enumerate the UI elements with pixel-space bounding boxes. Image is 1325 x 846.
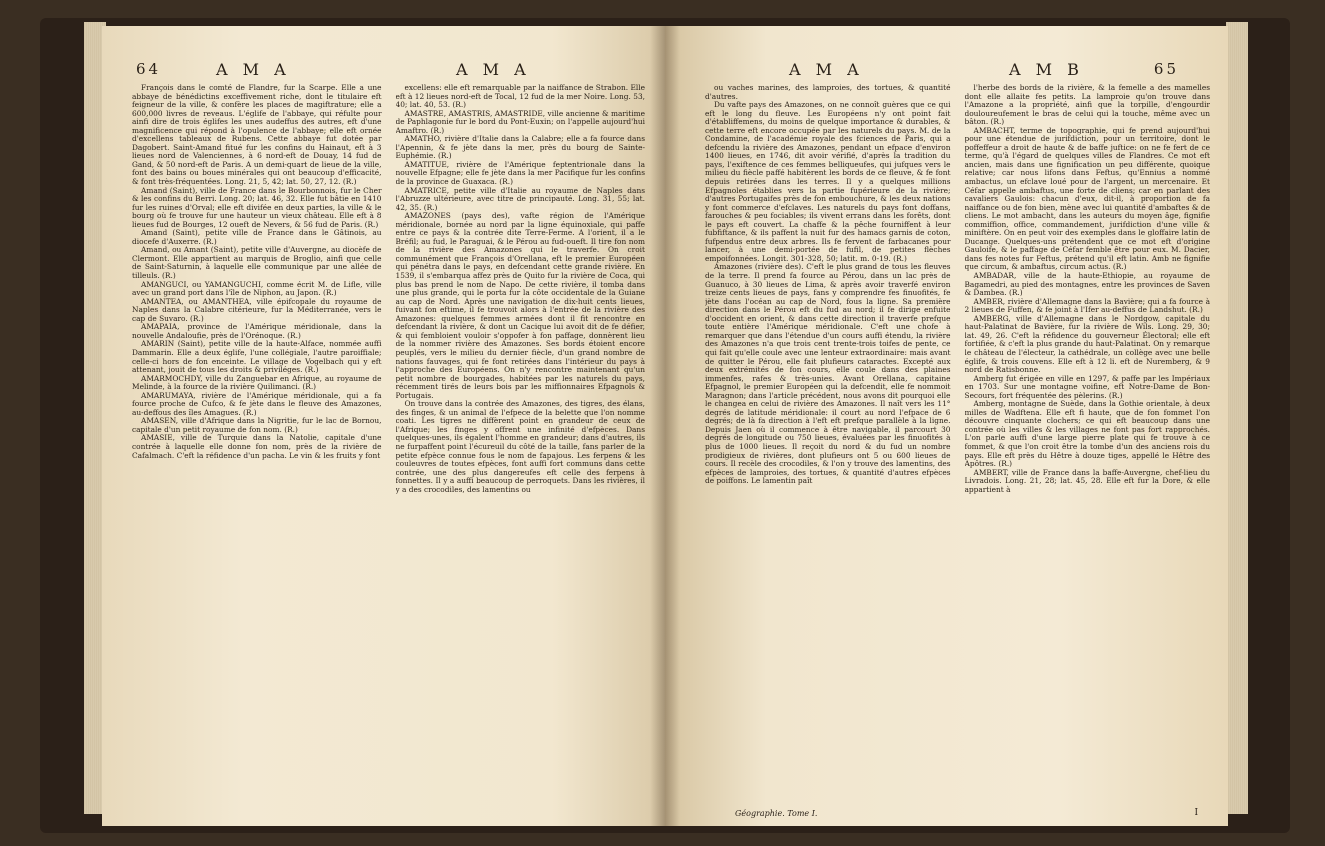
left-running-head-1: A M A (216, 60, 291, 79)
left-running-head-2: A M A (456, 60, 531, 79)
entry-paragraph: Amand, ou Amant (Saint), petite ville d'Auvergne, au diocèfe de Clermont. Elle appartient au marquis de Broglio, ainfi que celle de Saint-Saturnin, à laquelle elle communique par une allée de tilleuls. (R.) (132, 245, 382, 281)
entry-paragraph: AMATITUE, rivière de l'Amérique feptentrionale dans la nouvelle Efpagne; elle fe jète dans la mer Pacifique fur les confins de la province de Guaxaca. (R.) (395, 159, 645, 187)
entry-paragraph: l'herbe des bords de la rivière, & la femelle a des mamelles dont elle allaite fes petits. La lamproie qu'on trouve dans l'Amazone a la propriété, ainfi que la torpille, d'engourdir douloureufement le bras de celui qui la touche, même avec un bâton. (R.) (964, 84, 1210, 127)
book (40, 18, 1290, 833)
entry-paragraph: AMANTEA, ou AMANTHEA, ville épifcopale du royaume de Naples dans la Calabre citérieure, fur la Méditerranée, vers le cap de Suvaro. (R.) (132, 296, 382, 323)
entry-paragraph: Amand (Saint), ville de France dans le Bourbonnois, fur le Cher & les confins du Berri. Long. 20; lat. 46, 32. Elle fut bâtie en 1410 fur les ruines d'Orval; elle eft divifée en deux parties, la ville & le bourg où fe trouve fur une hauteur un vieux château. Elle eft à 8 lieues fud de Bourges, 12 oueft de Nevers, & 56 fud de Paris. (R.) (132, 185, 382, 229)
entry-paragraph: On trouve dans la contrée des Amazones, des tigres, des élans, des finges, & un animal de l'efpece de la belette que l'on nomme coati. Les tigres ne diffèrent point en grandeur de ceux de l'Afrique; les finges y offrent une infinité d'efpèces. Dans quelques-unes, ils égalent l'homme en grandeur; dans d'autres, ils ne furpaffent point l'écureuil du côté de la taille, fans parler de la petite efpèce connue fous le nom de fapajous. Les ferpens & les couleuvres de toutes efpèces, font auffi fort communs dans cette contrée, une des plus dangereufes eft celle des ferpens à fonnettes. Il y a auffi beaucoup de perroquets. Dans les rivières, il y a des crocodiles, des lamentins ou (395, 399, 645, 494)
left-page-columns (132, 84, 645, 806)
entry-paragraph: AMBADAR, ville de la haute-Ethiopie, au royaume de Bagamedri, au pied des montagnes, entre les provinces de Saven & Dambea. (R.) (964, 271, 1210, 298)
entry-paragraph: ou vaches marines, des lamproies, des tortues, & quantité d'autres. (705, 84, 951, 101)
right-column-2 (965, 84, 1211, 806)
right-page-header (709, 60, 1179, 82)
entry-paragraph: AMBERG, ville d'Allemagne dans le Nordgow, capitale du haut-Palatinat de Bavière, fur la rivière de Wils. Long. 29, 30; lat. 49, 26. C'eft la réfidence du gouverneur Électoral; elle eft fortifiée, & c'eft la plus grande du haut-Palatinat. On y remarque le château de l'électeur, la cathédrale, un collège avec une belle églife, & trois couvens. Elle eft à 12 li. eft de Nuremberg, & 9 nord de Ratisbonne. (964, 313, 1210, 375)
page-edge-right (1226, 22, 1248, 814)
left-column-2 (396, 84, 646, 806)
entry-paragraph: AMASEN, ville d'Afrique dans la Nigritie, fur le lac de Bornou, capitale d'un petit royaume de fon nom. (R.) (132, 416, 382, 434)
left-column-1 (132, 84, 382, 806)
entry-paragraph: Amazones (rivière des). C'eft le plus grand de tous les fleuves de la terre. Il prend fa fource au Pérou, dans un lac près de Guanuco, à 30 lieues de Lima, & après avoir traverfé environ treize cents lieues de pays, fans y comprendre fes finuofités, fe jète dans l'océan au cap de Nord, fous la ligne. Sa première direction dans le Pérou eft du fud au nord; il fe dirige enfuite d'occident en orient, & dans cette direction il traverfe prefque toute entière l'Amérique méridionale. C'eft une chofe à remarquer que dans l'étendue d'un cours auffi étendu, la rivière des Amazones n'a que trois cent trente-trois toifes de pente, ce qui fait qu'elle coule avec une lenteur extraordinaire: mais avant de quitter le Pérou, elle fait plufieurs cataractes. Excepté aux deux extrémités de fon cours, elle coule dans des plaines immenfes, rafes & très-unies. Avant Orellana, capitaine Efpagnol, le premier Européen qui la defcendit, elle fe nommoit Maragnon; dans l'article précédent, nous avons dit pourquoi elle le changea en celui de rivière des Amazones. Il naît vers les 11° degrés de latitude méridionale: il court au nord l'efpace de 6 degrés; de là fa direction à l'eft eft prefque parallèle à la ligne. Depuis Jaen où il commence à être navigable, il parcourt 30 degrés de longitude ou 750 lieues, évaluées par les finuofités à plus de 1000 lieues. Il reçoit du nord & du fud un nombre prodigieux de rivières, dont plufieurs ont 5 ou 600 lieues de cours. Il recèle des crocodiles, & l'on y trouve des lamentins, des efpèces de lamproies, des tortues, & quantité d'autres efpèces de poiffons. Le lamentin paît (705, 262, 951, 486)
entry-paragraph: AMATRICE, petite ville d'Italie au royaume de Naples dans l'Abruzze ultérieure, avec titre de principauté. Long. 31, 55; lat. 42, 35. (R.) (395, 185, 645, 212)
gutter-shadow (650, 26, 680, 826)
left-page-header (136, 60, 606, 82)
page-footer: Géographie. Tome I. (735, 809, 818, 818)
entry-paragraph: Du vafte pays des Amazones, on ne connoît guères que ce qui eft le long du fleuve. Les Européens n'y ont point fait d'établiffemens, du moins de quelque importance & durables, & cette terre eft encore occupée par les naturels du pays. M. de la Condamine, de l'académie royale des fciences de Paris, qui a defcendu la rivière des Amazones, pendant un efpace d'environ 1400 lieues, en 1746, dit avoir vérifié, d'après la tradition du pays, l'exiftence de ces femmes belliqueufes, qui jufques vers le milieu du fiècle paffé habitèrent les bords de ce fleuve, & fe font depuis retirées dans les terres. Il y a quelques millions Efpagnoles établies vers la partie fupérieure de la rivière; d'autres Portugaifes près de fon embouchure, & les deux nations y font commerce d'efclaves. Les naturels du pays font doffans, farouches & peu fociables; ils vivent errans dans les forêts, dont le pays eft couvert. La chaffe & la pêche fourniffent à leur fubfiftance, & ils paffent la nuit fur des hamacs garnis de coton, fufpendus entre deux arbres. Ils fe fervent de farbacanes pour lancer, à une demi-portée de fufil, de petites flèches empoifonnées. Longit. 301-328, 50; latit. m. 0-19. (R.) (705, 100, 951, 263)
entry-paragraph: AMATHO, rivière d'Italie dans la Calabre; elle a fa fource dans l'Apennin, & fe jète dans la mer, près du bourg de Sainte-Euphémie. (R.) (395, 134, 645, 161)
entry-paragraph: AMASTRE, AMASTRIS, AMASTRIDE, ville ancienne & maritime de Paphlagonie fur le bord du Pont-Euxin; on l'appelle aujourd'hui Amaftro. (R.) (395, 108, 645, 135)
book-spread (102, 26, 1228, 826)
left-page (102, 26, 665, 826)
entry-paragraph: AMARUMAYA, rivière de l'Amérique méridionale, qui a fa fource proche de Cufco, & fe jète dans le fleuve des Amazones, au-deffous des îles Amagues. (R.) (132, 390, 382, 417)
right-page-columns (705, 84, 1210, 806)
right-running-head-2: A M B (1009, 60, 1084, 79)
entry-paragraph: Amand (Saint), petite ville de France dans le Gâtinois, au diocefe d'Auxerre. (R.) (132, 228, 382, 246)
entry-paragraph: AMAZONES (pays des), vafte région de l'Amérique méridionale, bornée au nord par la ligne équinoxiale, qui paffe entre ce pays & la contrée dite Terre-Ferme. A l'orient, il a le Bréfil; au fud, le Paraguai, & le Pérou au fud-oueft. Il tire fon nom de la rivière des Amazones qui le traverfe. On croit communément que François d'Orellana, eft le premier Européen qui pénétra dans le pays, en defcendant cette grande rivière. En 1539, il s'embarqua affez près de Quito fur la rivière de Coca, qui plus bas prend le nom de Napo. De cette rivière, il tomba dans une plus grande, qui le porta fur la côte occidentale de la Guiane au cap de Nord. Après une navigation de dix-huit cents lieues, fuivant fon eftime, il fe trouvoit alors à l'entrée de la rivière des Amazones: quelques femmes armées dont il fit rencontre en defcendant la rivière, & dont un Cacique lui avoit dit de fe défier, & qui fembloient vouloir s'oppofer à fon paffage, donnèrent lieu de la nommer rivière des Amazones. Ses bords étoient encore peuplés, vers le milieu du dernier fiècle, d'un grand nombre de nations fauvages, qui fe font retirées dans l'intérieur du pays à l'approche des Européens. On n'y rencontre maintenant qu'un petit nombre de bourgades, habitées par les naturels du pays, récemment tirés de leurs bois par les miffionnaires Efpagnols & Portugais. (395, 211, 645, 400)
entry-paragraph: AMBER, rivière d'Allemagne dans la Bavière; qui a fa fource à 2 lieues de Fuffen, & fe joint à l'Ifer au-deffus de Landshut. (R.) (964, 296, 1210, 315)
right-page (665, 26, 1228, 826)
entry-paragraph: AMBACHT, terme de topographie, qui fe prend aujourd'hui pour une étendue de jurifdiction, pour un territoire, dont le poffeffeur a droit de haute & de baffe juftice: on ne fe fert de ce terme, qu'à l'égard de quelques villes de Flandres. Ce mot eft ancien, mais dans une fignification un peu différente, quoique relative; car nous lifons dans Feftus, qu'Ennius a nommé ambactus, un efclave loué pour de l'argent, un mercenaire. Et Céfar appelle ambaftus, une forte de cliens; car en parlant des cavaliers Gaulois: chacun d'eux, dit-il, à proportion de fa naiffance ou de fon bien, mène avec lui quantité d'ambaftes & de cliens. Le mot ambacht, dans les auteurs du moyen âge, fignifie commiffion, office, commandement, jurifdiction d'une ville & miniftère. On en peut voir des exemples dans le gloffaire latin de Ducange. Quelques-uns prétendent que ce mot eft d'origine Gauloife, & le paffage de Céfar femble être pour eux. M. Dacier, dans fes notes fur Feftus, prétend qu'il eft latin. Amb ne fignifie que circum, & ambaftus, circum actus. (R.) (964, 125, 1210, 272)
entry-paragraph: AMANGUCI, ou YAMANGUCHI, comme écrit M. de Lifle, ville avec un grand port dans l'île de Niphon, au Japon. (R.) (132, 279, 382, 298)
signature-mark: I (1194, 808, 1198, 818)
entry-paragraph: AMARIN (Saint), petite ville de la haute-Alface, nommée auffi Dammarin. Elle a deux églife, l'une collégiale, l'autre paroiffiale; celle-ci hors de fon enceinte. Le village de Vogelbach qui y eft attenant, jouit de tous les droits & priviléges. (R.) (132, 339, 382, 375)
left-page-number: 64 (136, 60, 162, 78)
entry-paragraph: Amberg, montagne de Suède, dans la Gothie orientale, à deux milles de Wadftena. Elle eft fi haute, que de fon fommet l'on découvre cinquante clochers; ce qui eft beaucoup dans une contrée où les villes & les villages ne font pas fort rapprochés. L'on parle auffi d'une large pierre plate qui fe trouve à ce fommet, & que l'on croit être la tombe d'un des anciens rois du pays. Elle eft près du Hêtre à douze tiges, appellé le Hêtre des Apôtres. (R.) (964, 399, 1210, 469)
right-column-1 (705, 84, 951, 806)
right-page-number: 65 (1153, 60, 1179, 78)
entry-paragraph: excellens: elle eft remarquable par la naiffance de Strabon. Elle eft à 12 lieues nord-eft de Tocal, 12 fud de la mer Noire. Long. 53, 40; lat. 40, 53. (R.) (395, 84, 645, 110)
right-running-head-1: A M A (789, 60, 864, 79)
entry-paragraph: Amberg fut érigée en ville en 1297, & paffe par les Impériaux en 1703. Sur une montagne voifine, eft Notre-Dame de Bon-Secours, fort fréquentée des pèlerins. (R.) (964, 373, 1210, 400)
entry-paragraph: François dans le comté de Flandre, fur la Scarpe. Elle a une abbaye de bénédictins exceffivement riche, dont le titulaire eft feigneur de la ville, & confère les places de magiftrature; elle a 600,000 livres de reveaus. L'églife de l'abbaye, qui réfulte pour ainfi dire de trois églifes les unes audeffus des autres, eft d'une magnificence qui répond à l'opulence de l'abbaye; elle eft ornée d'excellens tableaux de Rubens. Cette abbaye fut dotée par Dagobert. Saint-Amand fitué fur les confins du Hainaut, eft à 3 lieues nord de Valenciennes, à 6 nord-eft de Douay, 14 fud de Gand, & 50 nord-eft de Paris. A un demi-quart de lieue de la ville, font des bains ou boues minérales qui ont beaucoup d'efficacité, & font très-fréquentées. Long. 21, 5, 42; lat. 50, 27, 12. (R.) (132, 84, 382, 187)
entry-paragraph: AMARMOCHDY, ville du Zanguebar en Afrique, au royaume de Melinde, à la fource de la rivière Quilimanci. (R.) (132, 373, 382, 392)
entry-paragraph: AMBERT, ville de France dans la baffe-Auvergne, chef-lieu du Livradois. Long. 21, 28; lat. 45, 28. Elle eft fur la Dore, & elle appartient à (964, 467, 1210, 494)
entry-paragraph: AMASIE, ville de Turquie dans la Natolie, capitale d'une contrée à laquelle elle donne fon nom, près de la rivière de Cafalmach. C'eft la réfidence d'un pacha. Le vin & les fruits y font (132, 433, 382, 460)
entry-paragraph: AMAPAIA, province de l'Amérique méridionale, dans la nouvelle Andaloufie, près de l'Orénoque. (R.) (132, 322, 382, 340)
